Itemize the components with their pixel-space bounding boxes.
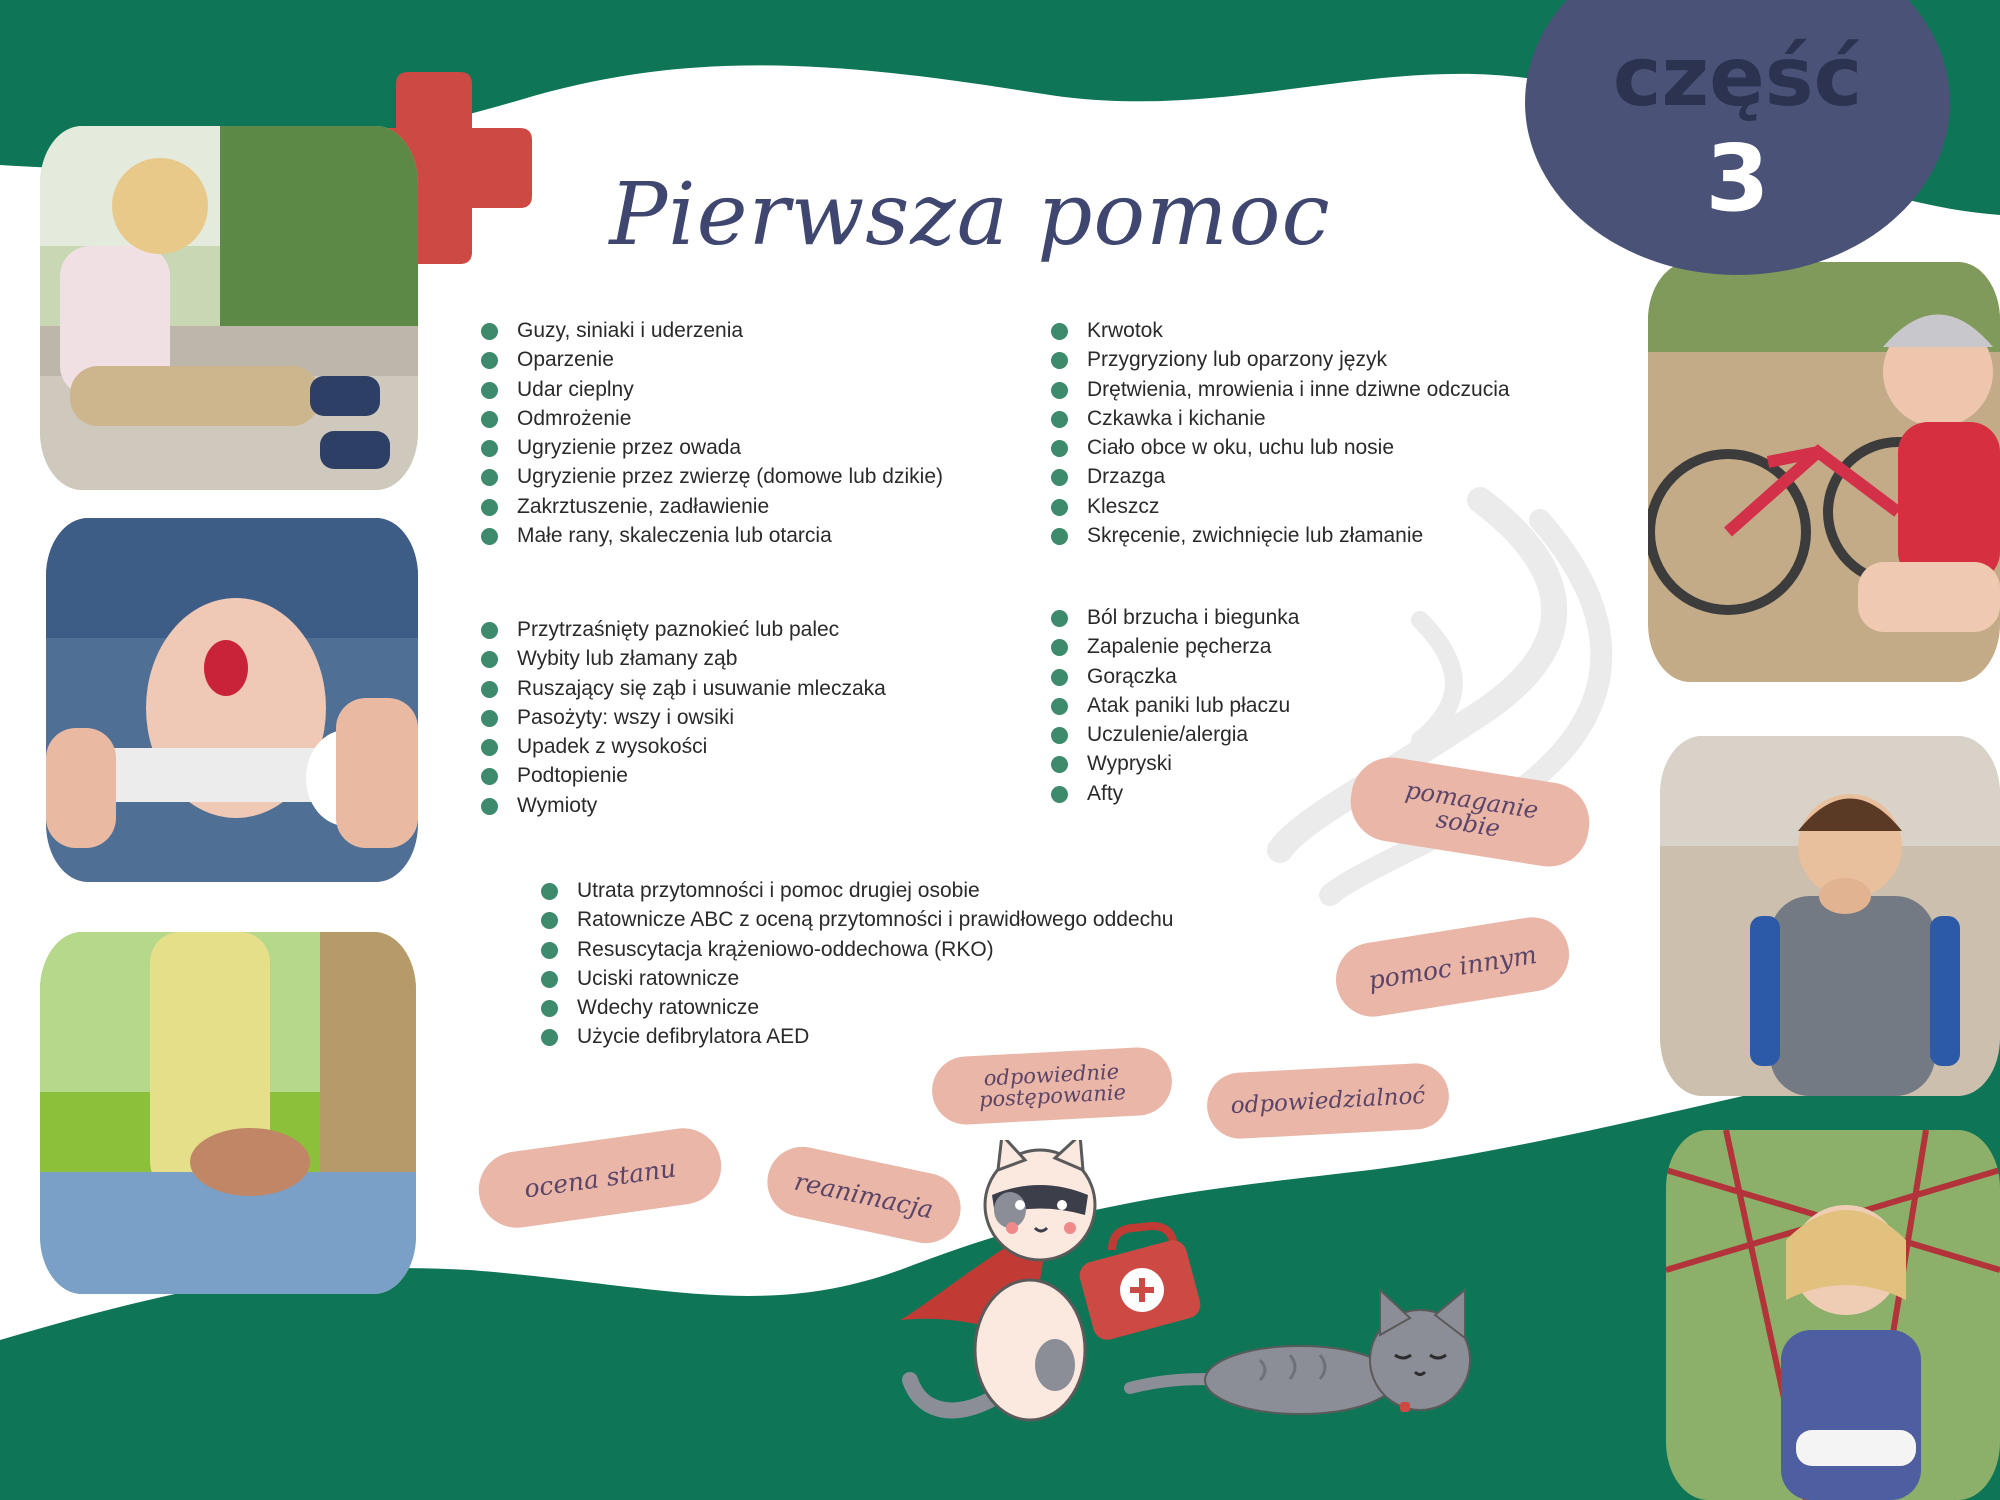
list-item: Przygryziony lub oparzony język <box>1051 345 1510 374</box>
list-item: Zapalenie pęcherza <box>1051 632 1299 661</box>
list-item: Pasożyty: wszy i owsiki <box>481 703 886 732</box>
list-item: Małe rany, skaleczenia lub otarcia <box>481 521 943 550</box>
list-item: Zakrztuszenie, zadławienie <box>481 492 943 521</box>
list-item: Ból brzucha i biegunka <box>1051 603 1299 632</box>
topic-list-3 <box>481 615 886 820</box>
tag-label: reanimacja <box>792 1166 936 1224</box>
badge-word: część <box>1612 30 1863 125</box>
superhero-cats-illustration <box>880 1140 1560 1440</box>
list-item: Guzy, siniaki i uderzenia <box>481 316 943 345</box>
topic-list-1 <box>481 316 943 550</box>
list-item: Atak paniki lub płaczu <box>1051 691 1299 720</box>
list-item: Resuscytacja krążeniowo-oddechowa (RKO) <box>541 935 1173 964</box>
list-item: Wybity lub złamany ząb <box>481 644 886 673</box>
tag-label: pomoc innym <box>1366 939 1539 995</box>
list-item: Wymioty <box>481 791 886 820</box>
list-item: Ciało obce w oku, uchu lub nosie <box>1051 433 1510 462</box>
list-item: Czkawka i kichanie <box>1051 404 1510 433</box>
topic-list-4 <box>1051 603 1299 808</box>
list-item: Ratownicze ABC z oceną przytomności i prawidłowego oddechu <box>541 905 1173 934</box>
photo-girl-arm-cast <box>1666 1130 2000 1500</box>
photo-cpr <box>40 932 416 1294</box>
list-item: Gorączka <box>1051 662 1299 691</box>
list-item: Afty <box>1051 779 1299 808</box>
tag-label: pomaganie sobie <box>1403 775 1541 843</box>
list-item: Podtopienie <box>481 761 886 790</box>
list-item: Kleszcz <box>1051 492 1510 521</box>
list-item: Odmrożenie <box>481 404 943 433</box>
tag-odpowiedzialnosc <box>1205 1062 1450 1141</box>
tag-label: odpowiednie postępowanie <box>978 1059 1127 1112</box>
photo-bandaging-knee <box>46 518 418 882</box>
list-item: Drętwienia, mrowienia i inne dziwne odczucia <box>1051 375 1510 404</box>
superhero-cat <box>900 1140 1095 1420</box>
first-aid-kit-icon <box>1077 1226 1204 1343</box>
list-item: Ugryzienie przez zwierzę (domowe lub dzikie) <box>481 462 943 491</box>
list-item: Użycie defibrylatora AED <box>541 1022 1173 1051</box>
page-title: Pierwsza pomoc <box>609 165 1331 265</box>
list-item: Upadek z wysokości <box>481 732 886 761</box>
list-item: Przytrzaśnięty paznokieć lub palec <box>481 615 886 644</box>
list-item: Ruszający się ząb i usuwanie mleczaka <box>481 674 886 703</box>
list-item: Oparzenie <box>481 345 943 374</box>
list-item: Drzazga <box>1051 462 1510 491</box>
photo-child-headache <box>40 126 418 490</box>
tag-label: odpowiedzialnoć <box>1230 1082 1426 1119</box>
list-item: Uciski ratownicze <box>541 964 1173 993</box>
topic-list-5 <box>541 876 1173 1052</box>
topic-list-2 <box>1051 316 1510 550</box>
list-item: Utrata przytomności i pomoc drugiej osobie <box>541 876 1173 905</box>
list-item: Wdechy ratownicze <box>541 993 1173 1022</box>
photo-boy-coughing <box>1660 736 2000 1096</box>
badge-number: 3 <box>1705 125 1770 232</box>
list-item: Krwotok <box>1051 316 1510 345</box>
list-item: Uczulenie/alergia <box>1051 720 1299 749</box>
list-item: Skręcenie, zwichnięcie lub złamanie <box>1051 521 1510 550</box>
photo-girl-bicycle <box>1648 262 2000 682</box>
list-item: Wypryski <box>1051 749 1299 778</box>
list-item: Ugryzienie przez owada <box>481 433 943 462</box>
tag-label: ocena stanu <box>522 1153 678 1203</box>
tag-odpowiednie-postepowanie <box>930 1046 1173 1126</box>
list-item: Udar cieplny <box>481 375 943 404</box>
